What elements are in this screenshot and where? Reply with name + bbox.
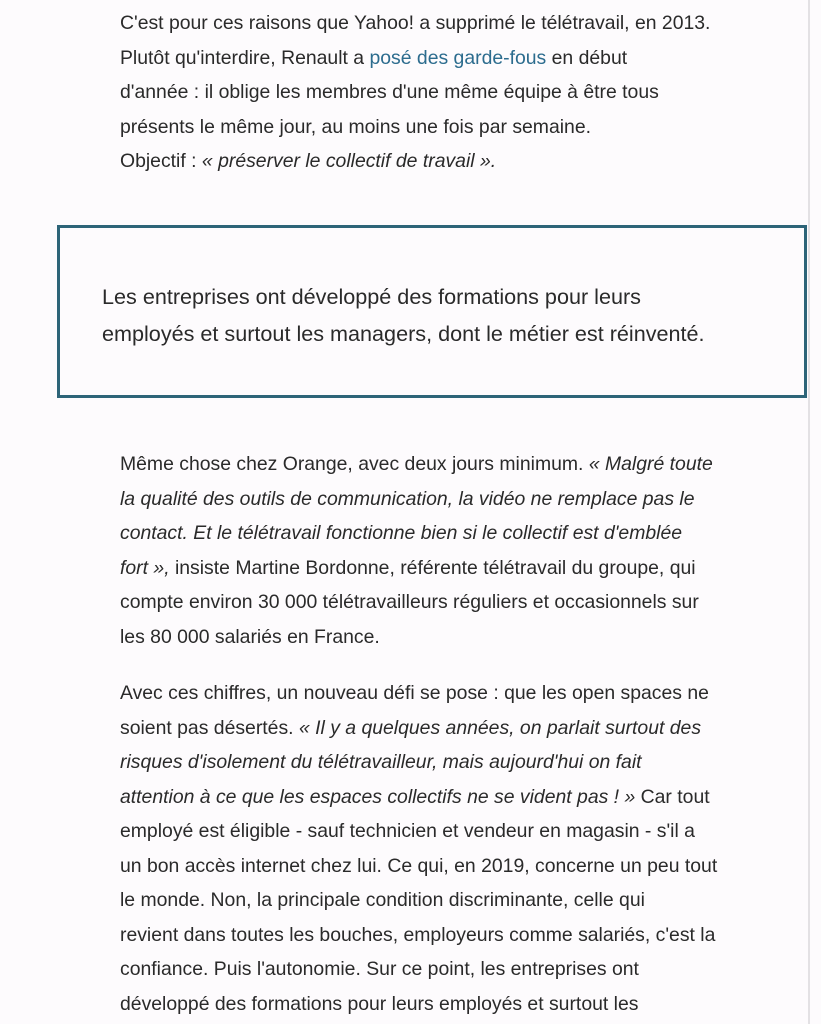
- text-line: [120, 144, 760, 179]
- text-line: le monde. Non, la principale condition discriminante, celle qui: [120, 889, 645, 911]
- text-line: confiance. Puis l'autonomie. Sur ce point, les entreprises ont: [120, 958, 639, 980]
- right-gutter: [810, 0, 821, 1024]
- garde-fous-link[interactable]: posé des garde-fous: [369, 46, 547, 69]
- text-line: employé est éligible - sauf technicien et vendeur en magasin - s'il a: [120, 820, 695, 842]
- pull-quote-line: Les entreprises ont développé des formations pour leurs: [102, 284, 641, 309]
- text-line: présents le même jour, au moins une fois par semaine.: [120, 115, 591, 138]
- text-line: [120, 745, 760, 780]
- pull-quote-line: employés et surtout les managers, dont le métier est réinventé.: [102, 321, 705, 346]
- quote-span: contact. Et le télétravail fonctionne bien si le collectif est d'emblée: [120, 522, 683, 544]
- text-line: Avec ces chiffres, un nouveau défi se pose : que les open spaces ne: [120, 682, 709, 704]
- text-span: Car tout: [635, 785, 710, 808]
- quote-span: « Malgré toute: [588, 453, 713, 475]
- text-span: soient pas désertés.: [120, 716, 299, 739]
- article-paragraph: [120, 447, 760, 654]
- text-line: [120, 551, 760, 586]
- text-line: [120, 780, 760, 815]
- pull-quote-text: [102, 278, 792, 352]
- text-line: développé des formations pour leurs employés et surtout les: [120, 992, 639, 1015]
- quote-span: fort »,: [120, 556, 170, 579]
- quote-span: « préserver le collectif de travail ».: [201, 150, 497, 172]
- text-span: Même chose chez Orange, avec deux jours minimum.: [120, 453, 589, 475]
- text-line: d'année : il oblige les membres d'une même équipe à être tous: [120, 81, 659, 103]
- text-line: [120, 482, 760, 517]
- quote-span: risques d'isolement du télétravailleur, mais aujourd'hui on fait: [120, 751, 642, 773]
- quote-span: « Il y a quelques années, on parlait surtout des: [298, 716, 702, 739]
- text-line: revient dans toutes les bouches, employeurs comme salariés, c'est la: [120, 923, 716, 946]
- article-paragraph: [120, 6, 760, 179]
- text-line: [120, 41, 760, 76]
- pull-quote-box: [57, 225, 807, 398]
- text-span: en début: [546, 46, 628, 69]
- text-span: Objectif :: [120, 150, 202, 172]
- text-span: insiste Martine Bordonne, référente télétravail du groupe, qui: [169, 556, 696, 579]
- text-line: [120, 516, 760, 551]
- text-line: les 80 000 salariés en France.: [120, 625, 380, 648]
- article-paragraph: [120, 676, 760, 1021]
- text-line: compte environ 30 000 télétravailleurs réguliers et occasionnels sur: [120, 591, 699, 613]
- text-line: C'est pour ces raisons que Yahoo! a supprimé le télétravail, en 2013.: [120, 12, 711, 34]
- text-line: un bon accès internet chez lui. Ce qui, en 2019, concerne un peu tout: [120, 854, 718, 877]
- quote-span: la qualité des outils de communication, la vidéo ne remplace pas le: [120, 487, 695, 510]
- quote-span: attention à ce que les espaces collectifs ne se vident pas ! »: [120, 785, 636, 808]
- text-span: Plutôt qu'interdire, Renault a: [120, 46, 370, 69]
- text-line: [120, 447, 760, 482]
- text-line: [120, 711, 760, 746]
